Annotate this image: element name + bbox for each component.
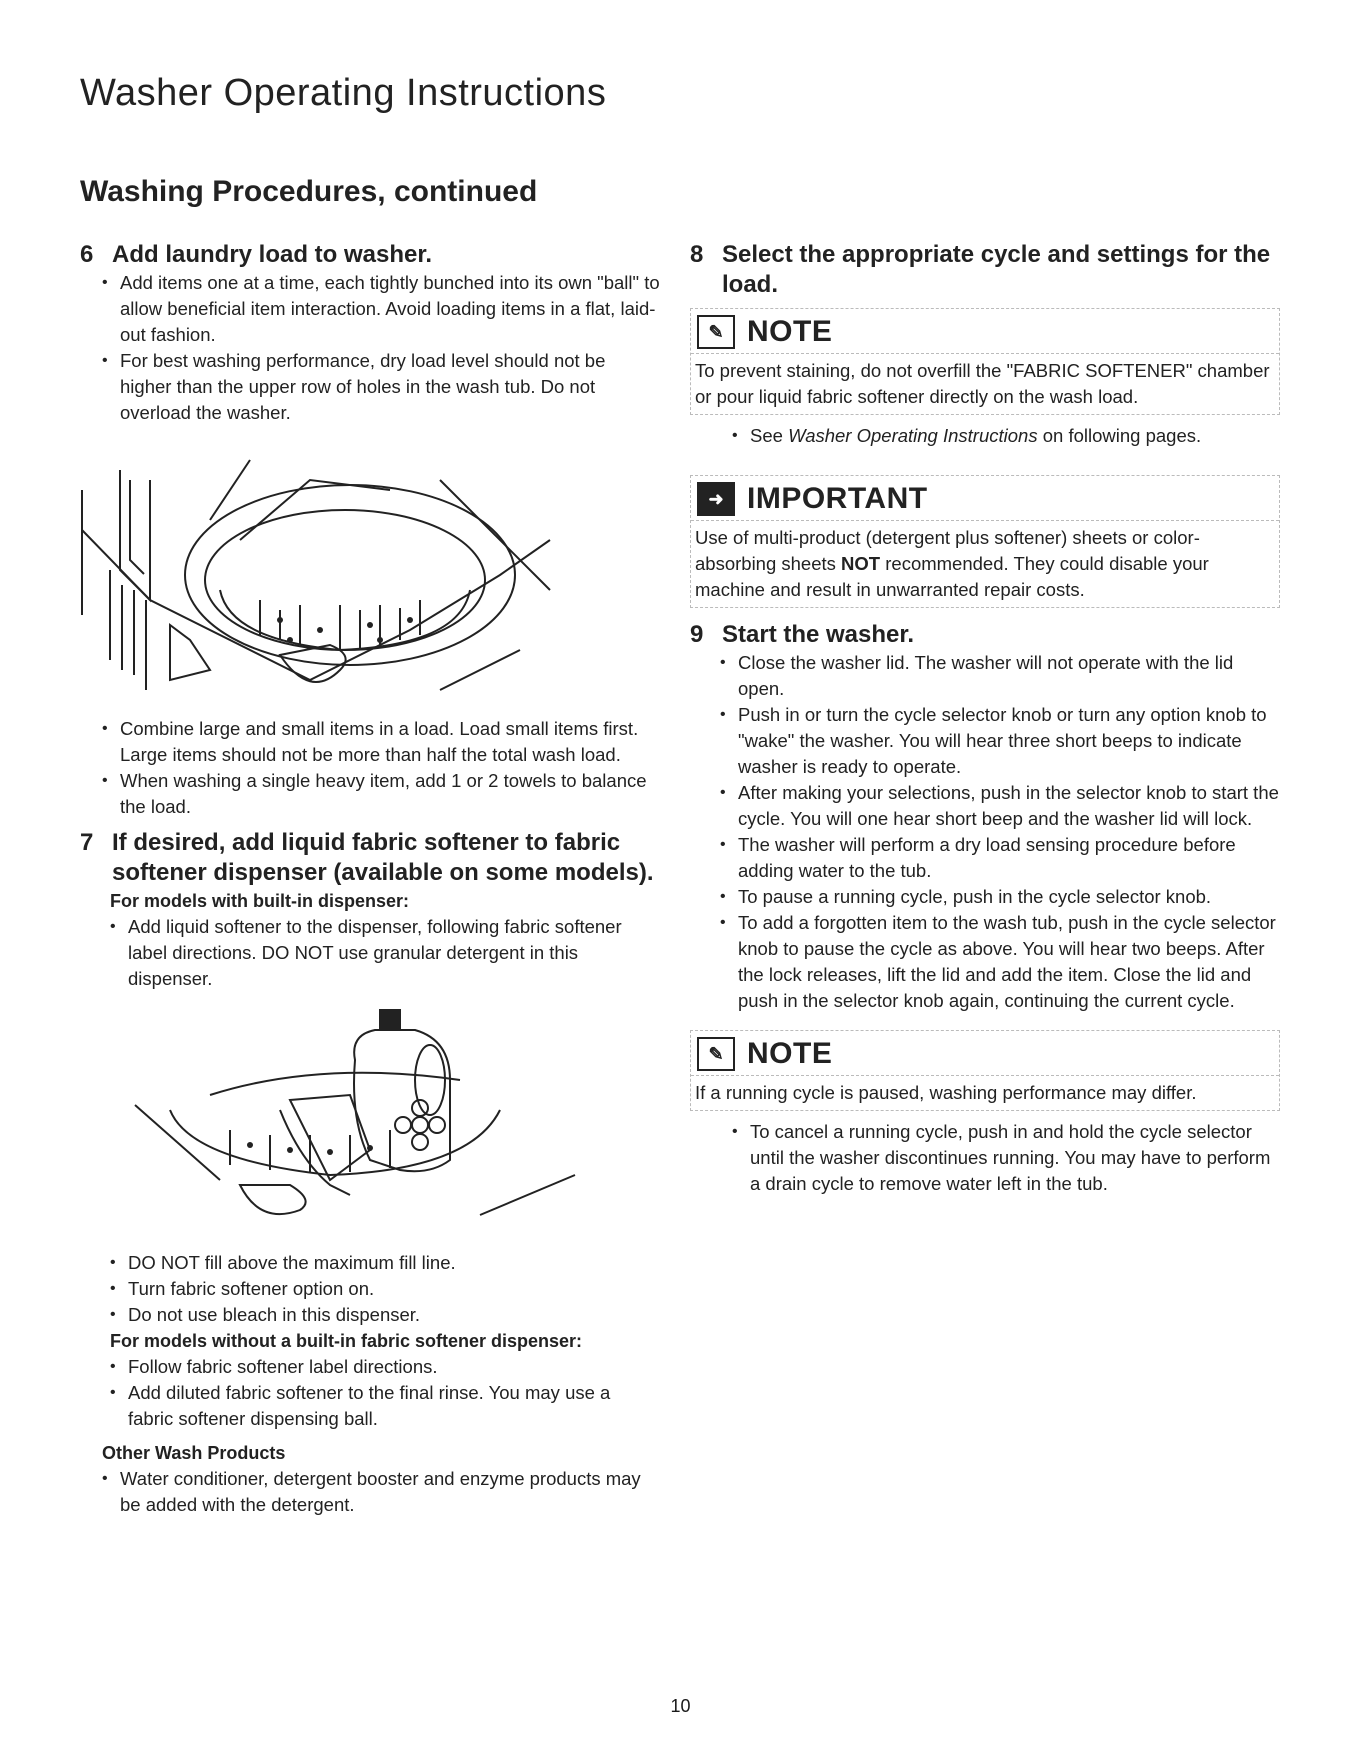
list-item: • To add a forgotten item to the wash tub, push in the cycle selector knob to pause the cycle as above. You will hear two beeps. After the lock releases, lift the lid and add the item. Close the lid and push in the selector knob again, continuing the current cycle. (698, 910, 1280, 1014)
important-box (690, 475, 1280, 608)
arrow-right-icon: ➜ (697, 482, 735, 516)
step-9-list-2 (710, 1119, 1280, 1197)
list-item: • Add diluted fabric softener to the final rinse. You may use a fabric softener dispensing ball. (88, 1380, 660, 1432)
list-item: • Add items one at a time, each tightly bunched into its own "ball" to allow beneficial item interaction. Avoid loading items in a flat, laid-out fashion. (80, 270, 660, 348)
list-item: • Combine large and small items in a load. Load small items first. Large items should not be more than half the total wash load. (80, 716, 660, 768)
list-item: • The washer will perform a dry load sensing procedure before adding water to the tub. (698, 832, 1280, 884)
list-item: • When washing a single heavy item, add 1 or 2 towels to balance the load. (80, 768, 660, 820)
note-title: NOTE (747, 315, 833, 348)
important-text (691, 521, 1279, 607)
step-number: 6 (80, 241, 94, 268)
list-item: • After making your selections, push in the selector knob to start the cycle. You will one hear short beep and the washer lid will lock. (698, 780, 1280, 832)
note-title: NOTE (747, 1037, 833, 1070)
fabric-softener-illustration (130, 1000, 610, 1250)
washer-loading-illustration (80, 440, 580, 710)
step-6-list-2 (80, 716, 660, 820)
step-title: Add laundry load to washer. (112, 241, 433, 268)
list-item: • DO NOT fill above the maximum fill line. (88, 1250, 660, 1276)
step-9-list (698, 650, 1280, 1014)
list-item: • For best washing performance, dry load level should not be higher than the upper row of holes in the wash tub. Do not overload the washer. (80, 348, 660, 426)
see-suffix: on following pages. (1037, 425, 1202, 446)
see-prefix: See (750, 425, 789, 446)
step-number: 7 (80, 829, 94, 856)
section-title: Washing Procedures, continued (80, 175, 538, 208)
step-8-heading (690, 240, 1280, 300)
step-8-list (710, 423, 1280, 449)
left-column (80, 240, 660, 1518)
list-item: • Do not use bleach in this dispenser. (88, 1302, 660, 1328)
step-title: If desired, add liquid fabric softener to fabric softener dispenser (available on some models). (112, 829, 654, 886)
important-header (691, 476, 1279, 521)
step-9-heading (690, 620, 1280, 650)
step-6-heading (80, 240, 660, 270)
note-text: If a running cycle is paused, washing performance may differ. (695, 1082, 1197, 1103)
step-title: Start the washer. (722, 621, 915, 648)
list-item: • Add liquid softener to the dispenser, following fabric softener label directions. DO NOT use granular detergent in this dispenser. (88, 914, 660, 992)
page-title: Washer Operating Instructions (80, 72, 607, 114)
list-item: • Push in or turn the cycle selector knob or turn any option knob to "wake" the washer. You will hear three short beeps to indicate washer is ready to operate. (698, 702, 1280, 780)
list-item: • Follow fabric softener label directions. (88, 1354, 660, 1380)
page-number: 10 (670, 1696, 691, 1716)
step-7-list-2 (88, 1250, 660, 1328)
important-text-post: recommended. They could disable your machine and result in unwarranted repair costs. (695, 553, 1209, 600)
subheading: For models without a built-in fabric softener dispenser: (110, 1331, 583, 1351)
list-item (710, 423, 1280, 449)
subheading: For models with built-in dispenser: (110, 891, 410, 911)
see-reference: Washer Operating Instructions (788, 425, 1038, 446)
note-header (691, 1031, 1279, 1076)
list-item: • To cancel a running cycle, push in and hold the cycle selector until the washer discontinues running. You may have to perform a drain cycle to remove water left in the tub. (710, 1119, 1280, 1197)
right-column (690, 240, 1280, 1197)
note-icon: ✎ (697, 1037, 735, 1071)
step-7-list-3 (88, 1354, 660, 1432)
step-number: 8 (690, 241, 704, 268)
step-title: Select the appropriate cycle and settings for the load. (722, 241, 1271, 298)
list-item: • Water conditioner, detergent booster and enzyme products may be added with the detergent. (80, 1466, 660, 1518)
list-item: • To pause a running cycle, push in the cycle selector knob. (698, 884, 1280, 910)
important-title: IMPORTANT (747, 482, 928, 515)
step-number: 9 (690, 621, 704, 648)
note-text: To prevent staining, do not overfill the "FABRIC SOFTENER" chamber or pour liquid fabric softener directly on the wash load. (695, 360, 1270, 407)
list-item: • Close the washer lid. The washer will not operate with the lid open. (698, 650, 1280, 702)
note-box-2 (690, 1030, 1280, 1111)
other-products-list (80, 1466, 660, 1518)
note-icon: ✎ (697, 315, 735, 349)
list-item: • Turn fabric softener option on. (88, 1276, 660, 1302)
important-text-bold: NOT (841, 553, 881, 574)
step-7-list (88, 914, 660, 992)
note-box (690, 308, 1280, 415)
subheading: Other Wash Products (102, 1443, 286, 1463)
note-header (691, 309, 1279, 354)
important-text-pre: Use of multi-product (detergent plus softener) sheets or color-absorbing sheets (695, 527, 1200, 574)
step-6-list (80, 270, 660, 426)
step-7-heading (80, 828, 660, 888)
